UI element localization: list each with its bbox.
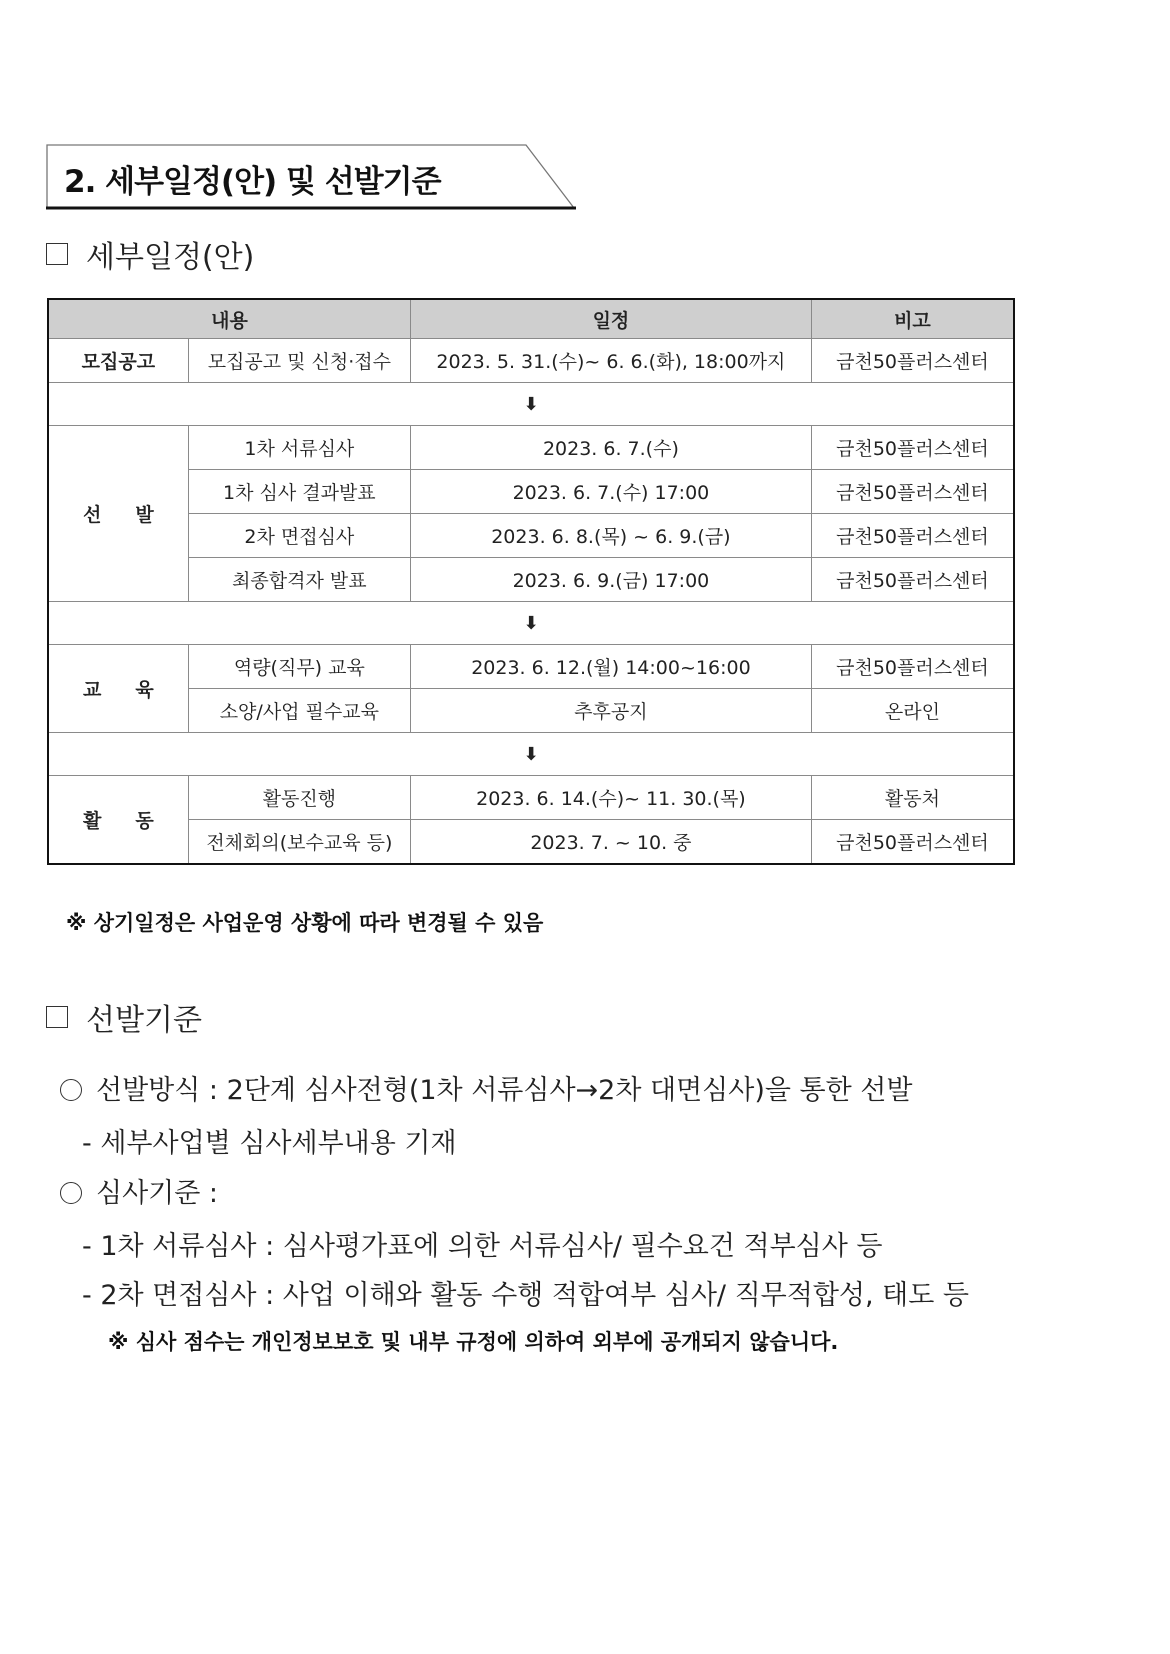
arrow-row bbox=[48, 602, 1014, 645]
table-row bbox=[48, 426, 1014, 470]
note-cell: 금천50플러스센터 bbox=[811, 558, 1014, 602]
category-selection: 선발 bbox=[48, 426, 188, 602]
schedule-table bbox=[47, 298, 1015, 865]
circle-bullet-icon bbox=[60, 1182, 82, 1204]
schedule-heading bbox=[46, 232, 254, 276]
note-cell: 금천50플러스센터 bbox=[811, 514, 1014, 558]
arrow-row bbox=[48, 383, 1014, 426]
note-cell: 금천50플러스센터 bbox=[811, 470, 1014, 514]
down-arrow-icon: ⬇ bbox=[523, 744, 539, 765]
table-row bbox=[48, 776, 1014, 820]
table-row bbox=[48, 339, 1014, 383]
item-cell: 모집공고 및 신청·접수 bbox=[188, 339, 410, 383]
item-cell: 최종합격자 발표 bbox=[188, 558, 410, 602]
arrow-row bbox=[48, 733, 1014, 776]
selection-method-text: 선발방식 : 2단계 심사전형(1차 서류심사→2차 대면심사)을 통한 선발 bbox=[96, 1075, 913, 1106]
selection-method-detail: - 세부사업별 심사세부내용 기재 bbox=[82, 1128, 457, 1159]
date-cell: 2023. 6. 7.(수) bbox=[410, 426, 811, 470]
date-cell: 2023. 6. 7.(수) 17:00 bbox=[410, 470, 811, 514]
circle-bullet-icon bbox=[60, 1079, 82, 1101]
schedule-heading-text: 세부일정(안) bbox=[86, 240, 255, 275]
standard-item-interview: - 2차 면접심사 : 사업 이해와 활동 수행 적합여부 심사/ 직무적합성, 태도 등 bbox=[82, 1280, 969, 1311]
down-arrow-icon: ⬇ bbox=[523, 394, 539, 415]
privacy-note: ※ 심사 점수는 개인정보보호 및 내부 규정에 의하여 외부에 공개되지 않습니다. bbox=[108, 1330, 839, 1354]
category-activity: 활동 bbox=[48, 776, 188, 865]
column-header-note: 비고 bbox=[811, 299, 1014, 339]
note-cell: 금천50플러스센터 bbox=[811, 645, 1014, 689]
note-cell: 금천50플러스센터 bbox=[811, 820, 1014, 865]
item-cell: 전체회의(보수교육 등) bbox=[188, 820, 410, 865]
table-row bbox=[48, 820, 1014, 865]
evaluation-standard bbox=[60, 1171, 218, 1210]
column-header-date: 일정 bbox=[410, 299, 811, 339]
table-row bbox=[48, 470, 1014, 514]
item-cell: 1차 심사 결과발표 bbox=[188, 470, 410, 514]
table-row bbox=[48, 558, 1014, 602]
section-banner bbox=[46, 144, 576, 210]
date-cell: 2023. 6. 8.(목) ~ 6. 9.(금) bbox=[410, 514, 811, 558]
category-education: 교육 bbox=[48, 645, 188, 733]
category-recruit: 모집공고 bbox=[48, 339, 188, 383]
criteria-heading bbox=[46, 995, 202, 1039]
square-bullet-icon bbox=[46, 243, 68, 265]
down-arrow-icon: ⬇ bbox=[523, 613, 539, 634]
schedule-footnote: ※ 상기일정은 사업운영 상황에 따라 변경될 수 있음 bbox=[66, 911, 544, 935]
column-header-content: 내용 bbox=[48, 299, 410, 339]
item-cell: 1차 서류심사 bbox=[188, 426, 410, 470]
date-cell: 2023. 6. 9.(금) 17:00 bbox=[410, 558, 811, 602]
selection-method bbox=[60, 1068, 912, 1107]
note-cell: 활동처 bbox=[811, 776, 1014, 820]
item-cell: 역량(직무) 교육 bbox=[188, 645, 410, 689]
item-cell: 2차 면접심사 bbox=[188, 514, 410, 558]
square-bullet-icon bbox=[46, 1006, 68, 1028]
date-cell: 추후공지 bbox=[410, 689, 811, 733]
standard-item-document: - 1차 서류심사 : 심사평가표에 의한 서류심사/ 필수요건 적부심사 등 bbox=[82, 1231, 883, 1262]
date-cell: 2023. 7. ~ 10. 중 bbox=[410, 820, 811, 865]
table-row bbox=[48, 689, 1014, 733]
table-row bbox=[48, 514, 1014, 558]
criteria-heading-text: 선발기준 bbox=[86, 1003, 202, 1038]
table-row bbox=[48, 645, 1014, 689]
item-cell: 소양/사업 필수교육 bbox=[188, 689, 410, 733]
date-cell: 2023. 6. 12.(월) 14:00~16:00 bbox=[410, 645, 811, 689]
evaluation-standard-text: 심사기준 : bbox=[96, 1178, 219, 1209]
note-cell: 금천50플러스센터 bbox=[811, 426, 1014, 470]
table-header-row bbox=[48, 299, 1014, 339]
note-cell: 온라인 bbox=[811, 689, 1014, 733]
item-cell: 활동진행 bbox=[188, 776, 410, 820]
note-cell: 금천50플러스센터 bbox=[811, 339, 1014, 383]
date-cell: 2023. 5. 31.(수)~ 6. 6.(화), 18:00까지 bbox=[410, 339, 811, 383]
date-cell: 2023. 6. 14.(수)~ 11. 30.(목) bbox=[410, 776, 811, 820]
section-title: 2. 세부일정(안) 및 선발기준 bbox=[64, 164, 441, 200]
